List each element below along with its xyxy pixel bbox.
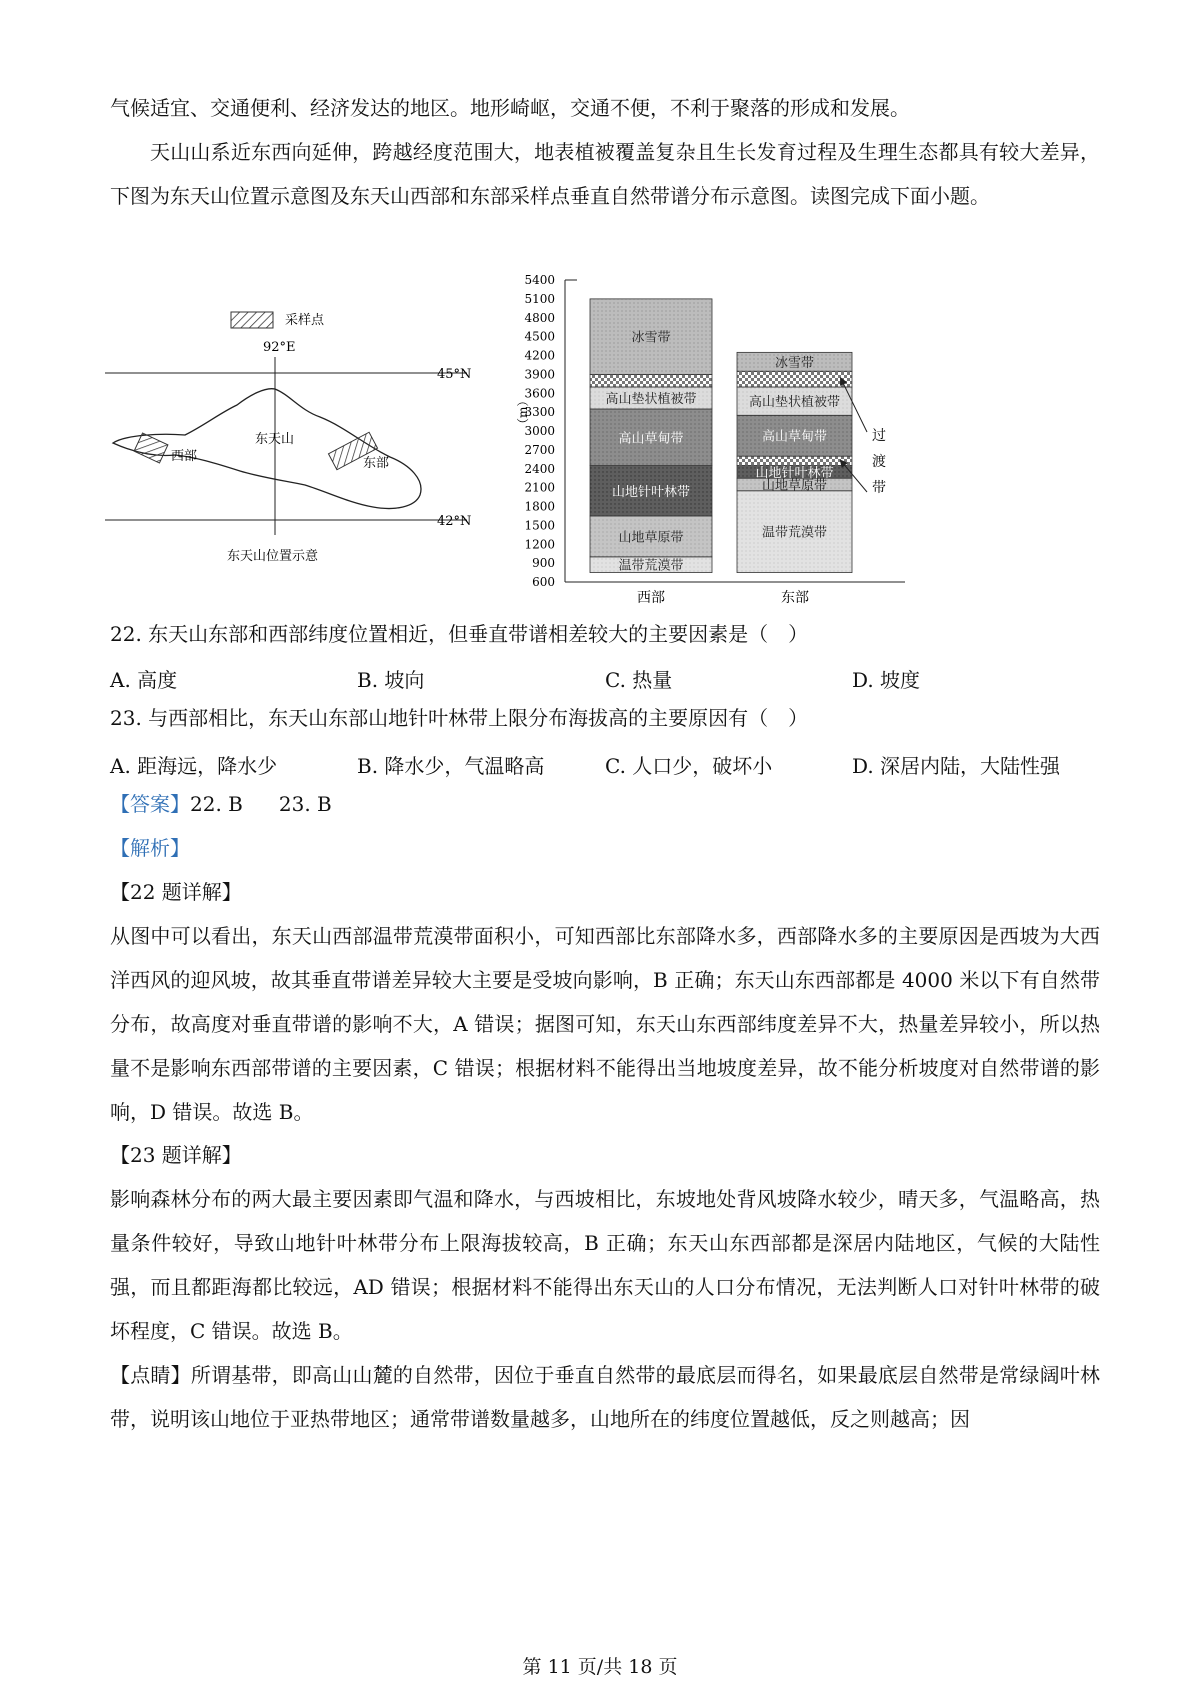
q22-option-b[interactable]: B. 坡向	[357, 668, 425, 692]
east-label: 东部	[363, 456, 390, 471]
chart-layer	[516, 273, 905, 606]
east-band	[737, 371, 852, 387]
east-band-label: 高山垫状植被带	[748, 395, 841, 411]
west-band-label: 温带荒漠带	[618, 558, 684, 574]
y-tick-label: 3900	[524, 367, 555, 382]
analysis-tag: 【解析】	[110, 836, 190, 860]
y-tick-label: 5400	[524, 273, 555, 287]
y-axis-label: （m）	[516, 394, 530, 430]
y-tick-label: 3600	[524, 386, 555, 401]
y-tick-label: 4800	[524, 310, 555, 325]
answer-line	[110, 782, 1100, 826]
west-band-label: 山地草原带	[618, 530, 684, 546]
material-paragraph: 天山山系近东西向延伸，跨越经度范围大，地表植被覆盖复杂且生长发育过程及生理生态都具有较大差异，下图为东天山位置示意图及东天山西部和东部采样点垂直自然带谱分布示意图。读图完成下面小题。	[110, 140, 1100, 208]
q23-option-c[interactable]: C. 人口少，破坏小	[605, 754, 773, 778]
tip-paragraph	[110, 1353, 1100, 1441]
zone-chart	[505, 270, 1005, 650]
x-category-west: 西部	[637, 590, 665, 606]
y-tick-label: 3300	[524, 405, 555, 420]
y-tick-label: 5100	[524, 291, 555, 306]
q22-option-d[interactable]: D. 坡度	[852, 668, 921, 692]
lat-label-bottom: 42°N	[437, 514, 472, 529]
figure	[105, 273, 1095, 665]
meridian-label: 92°E	[263, 340, 296, 355]
west-band-label: 冰雪带	[631, 330, 671, 346]
mountain-label: 东天山	[255, 432, 295, 447]
q23-option-b[interactable]: B. 降水少，气温略高	[357, 754, 545, 778]
y-tick-label: 4200	[524, 348, 555, 363]
west-label: 西部	[171, 449, 198, 464]
y-tick-label: 4500	[524, 329, 555, 344]
y-tick-label: 1800	[524, 499, 555, 514]
q23-option-a[interactable]: A. 距海远，降水少	[110, 754, 278, 778]
annotation-char: 渡	[872, 454, 886, 470]
q23-detail-heading: 【23 题详解】	[110, 1143, 242, 1167]
location-map	[105, 285, 505, 665]
y-tick-label: 2100	[524, 480, 555, 495]
tip-text: 所谓基带，即高山山麓的自然带，因位于垂直自然带的最底层而得名，如果最底层自然带是常绿阔叶林带，说明该山地位于亚热带地区；通常带谱数量越多，山地所在的纬度位置越低，反之则越高；因	[110, 1363, 1101, 1431]
west-band	[590, 374, 712, 387]
y-tick-label: 1500	[524, 518, 555, 533]
lat-label-top: 45°N	[437, 367, 472, 382]
y-tick-label: 3000	[524, 424, 555, 438]
answer-tag: 【答案】	[110, 792, 190, 816]
legend-swatch	[231, 312, 273, 328]
annotation-char: 过	[872, 428, 886, 444]
west-band-label: 山地针叶林带	[611, 484, 691, 500]
q23-option-d[interactable]: D. 深居内陆，大陆性强	[852, 754, 1061, 778]
tip-tag: 【点睛】	[110, 1363, 191, 1387]
q23-detail-paragraph: 影响森林分布的两大最主要因素即气温和降水，与西坡相比，东坡地处背风坡降水较少，晴天多，气温略高，热量条件较好，导致山地针叶林带分布上限海拔较高，B 正确；东天山东西部都是深居内陆地区，气候的大陆性强，而且都距海都比较远，AD 错误；根据材料不能得出东天山的人口分布情况，无法判断人口对针叶林带的破坏程度，C 错误。故选 B。	[110, 1187, 1100, 1343]
q22-option-c[interactable]: C. 热量	[605, 668, 673, 692]
q22-stem: 22. 东天山东部和西部纬度位置相近，但垂直带谱相差较大的主要因素是（ ）	[110, 622, 809, 646]
west-band-label: 高山草甸带	[618, 431, 684, 447]
west-band-label: 高山垫状植被带	[605, 391, 697, 407]
east-band-label: 高山草甸带	[761, 429, 828, 445]
q22-detail-paragraph: 从图中可以看出，东天山西部温带荒漠带面积小，可知西部比东部降水多，西部降水多的主要原因是西坡为大西洋西风的迎风坡，故其垂直带谱差异较大主要是受坡向影响，B 正确；东天山东西部都是 4000 米以下有自然带分布，故高度对垂直带谱的影响不大，A 错误；据图可知，东天山东西部纬度差异不大，热量差异较小，所以热量不是影响东西部带谱的主要因素，C 错误；根据材料不能得出当地坡度差异，故不能分析坡度对自然带谱的影响，D 错误。故选 B。	[110, 924, 1100, 1124]
y-tick-label: 600	[532, 575, 555, 589]
q23-stem: 23. 与西部相比，东天山东部山地针叶林带上限分布海拔高的主要原因有（ ）	[110, 706, 809, 730]
answer-22: 22. B	[190, 792, 243, 816]
east-band-label: 山地针叶林带	[755, 465, 834, 481]
legend-label: 采样点	[285, 313, 325, 328]
y-tick-label: 900	[532, 556, 555, 571]
east-band	[737, 456, 852, 465]
map-caption: 东天山位置示意	[227, 549, 319, 564]
x-category-east: 东部	[781, 590, 809, 606]
east-band-label: 温带荒漠带	[761, 525, 828, 541]
q22-option-a[interactable]: A. 高度	[110, 668, 178, 692]
annotation-char: 带	[872, 480, 886, 496]
answer-23: 23. B	[278, 792, 332, 816]
page-footer: 第 11 页/共 18 页	[522, 1656, 678, 1678]
y-tick-label: 2700	[524, 442, 555, 457]
east-band-label: 山地草原带	[761, 478, 828, 494]
q22-detail-heading: 【22 题详解】	[110, 880, 242, 904]
east-band-label: 冰雪带	[774, 355, 815, 371]
y-tick-label: 1200	[524, 537, 555, 552]
y-tick-label: 2400	[524, 461, 555, 476]
west-sample-point	[134, 433, 168, 463]
intro-line: 气候适宜、交通便利、经济发达的地区。地形崎岖，交通不便，不利于聚落的形成和发展。	[110, 96, 910, 120]
